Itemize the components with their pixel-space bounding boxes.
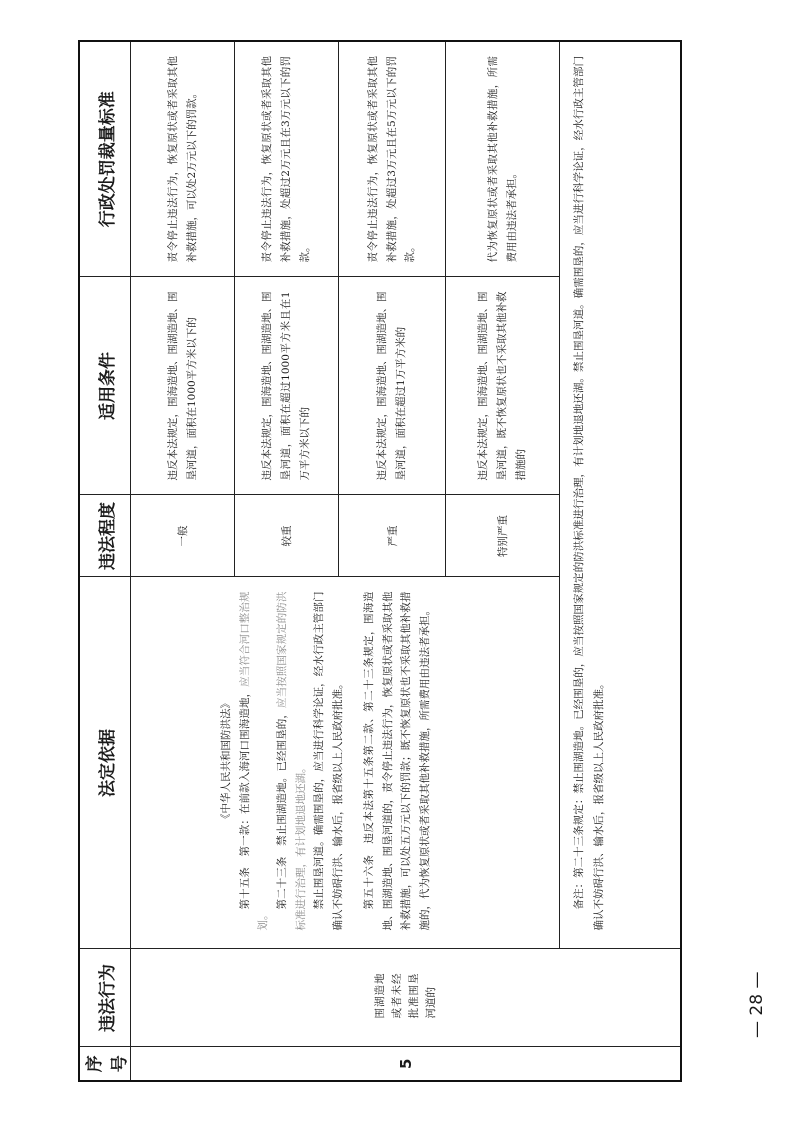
level-cell: 特别严重 — [446, 495, 560, 577]
standard-cell: 责令停止违法行为，恢复原状或者采取其他补救措施，处超过2万元且在3万元以下的罚款。 — [235, 41, 339, 277]
penalty-standard-table — [78, 40, 682, 1082]
basis-p1-text: 第十五条 第一款：在前款入海河口围海造地， — [238, 686, 251, 910]
row-act: 围湖造地或者未经批准围垦河道的 — [131, 949, 682, 1047]
condition-cell: 违反本法规定，围海造地、围湖造地、围垦河道，既不恢复原状也不采取其他补救措施的 — [446, 277, 560, 495]
law-title: 《中华人民共和国防洪法》 — [220, 698, 232, 824]
basis-para-4: 第五十六条 违反本法第十五条第二款、第二十三条规定，围海造地、围湖造地、围垦河道的，责令停止违法行为，恢复原状或者采取其他补救措施，可以处五万元以下的罚款；既不恢复原状也不采取其他补救措施的，代为恢复原状或者采取其他补救措施，所需费用由违法者承担。 — [362, 591, 431, 931]
header-row — [79, 41, 131, 1081]
condition-cell: 违反本法规定，围海造地、围湖造地、围垦河道，面积在超过1000平方米且在1万平方米以下的 — [235, 277, 339, 495]
note-row — [560, 41, 682, 1081]
header-cond: 适用条件 — [79, 277, 131, 495]
level-cell: 严重 — [339, 495, 446, 577]
rotated-page — [78, 42, 682, 1082]
basis-para-1 — [236, 592, 273, 931]
note-cell: 备注：第二十三条规定：禁止围湖造地。已经围垦的，应当按照国家规定的防洪标准进行治理，有计划地退地还湖。禁止围垦河道。确需围垦的，应当进行科学论证，经水行政主管部门确认不妨碍行洪、输水后，报省级以上人民政府批准。 — [560, 41, 682, 949]
condition-cell: 违反本法规定，围海造地、围湖造地、围垦河道，面积在1000平方米以下的 — [131, 277, 235, 495]
basis-p1-highlight: 应当符合河口整治规划。 — [238, 591, 270, 931]
header-std: 行政处罚裁量标准 — [79, 41, 131, 277]
header-act: 违法行为 — [79, 949, 131, 1047]
level-cell: 一般 — [131, 495, 235, 577]
basis-para-2 — [273, 592, 310, 931]
table-row — [131, 41, 235, 1081]
header-level: 违法程度 — [79, 495, 131, 577]
basis-p2-text: 第二十三条 禁止围湖造地。已经围垦的， — [276, 708, 289, 910]
page-number: — 28 — — [747, 971, 767, 1038]
basis-para-3: 禁止围垦河道。确需围垦的，应当进行科学论证，经水行政主管部门确认不妨碍行洪、输水后，报省级以上人民政府批准。 — [313, 591, 345, 931]
standard-cell: 责令停止违法行为，恢复原状或者采取其他补救措施，可以处2万元以下的罚款。 — [131, 41, 235, 277]
row-seq: 5 — [131, 1047, 682, 1081]
basis-p2-highlight: 应当按照国家规定的防洪标准进行治理，有计划地退地还湖。 — [276, 591, 307, 931]
standard-cell: 代为恢复原状或者采取其他补救措施，所需费用由违法者承担。 — [446, 41, 560, 277]
level-cell: 较重 — [235, 495, 339, 577]
condition-cell: 违反本法规定，围海造地、围湖造地、围垦河道，面积在超过1万平方米的 — [339, 277, 446, 495]
legal-basis — [131, 577, 560, 949]
standard-cell: 责令停止违法行为，恢复原状或者采取其他补救措施，处超过3万元且在5万元以下的罚款。 — [339, 41, 446, 277]
header-basis: 法定依据 — [79, 577, 131, 949]
header-seq: 序号 — [79, 1047, 131, 1081]
